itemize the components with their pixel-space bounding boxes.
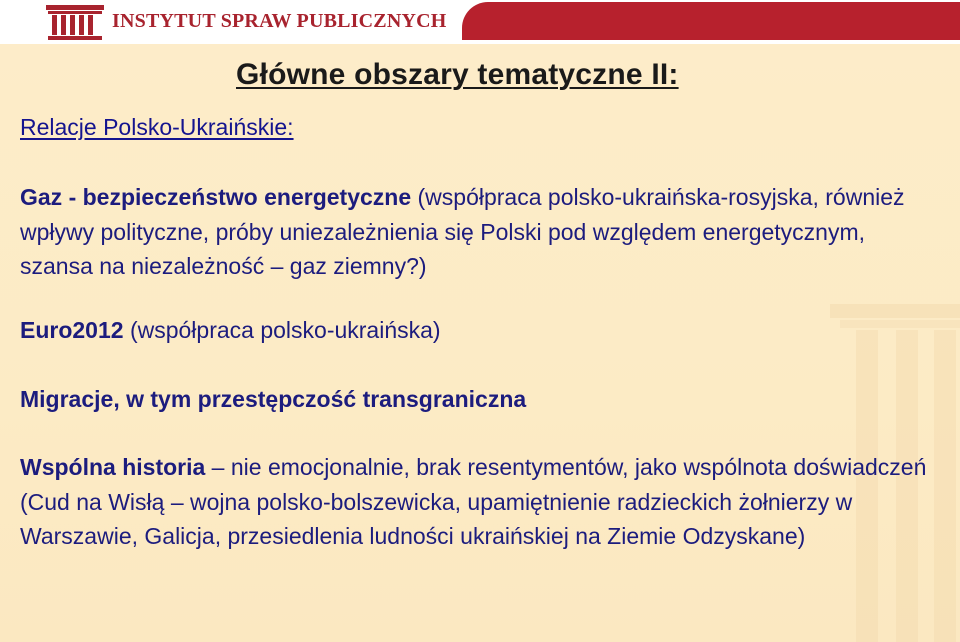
paragraph-euro (20, 313, 930, 348)
paragraph-gas-text: (współpraca polsko-ukraińska-rosyjska, również wpływy polityczne, próby uniezależnienia się Polski pod względem energetycznym, szansa na niezależność – gaz ziemny?) (20, 184, 905, 279)
header-bar (0, 0, 960, 44)
columned-building-icon (44, 3, 106, 41)
header-accent-tab (462, 2, 960, 40)
brand-name: INSTYTUT SPRAW PUBLICZNYCH (112, 10, 447, 32)
paragraph-history-text: – nie emocjonalnie, brak resentymentów, jako wspólnota doświadczeń (Cud na Wisłą – wojna polsko-bolszewicka, upamiętnienie radzieckich żołnierzy w Warszawie, Galicja, przesiedlenia ludności ukraińskiej na Ziemie Odzyskane) (20, 454, 927, 549)
paragraph-gas-heading: Gaz - bezpieczeństwo energetyczne (20, 184, 412, 210)
paragraph-euro-heading: Euro2012 (20, 317, 124, 343)
paragraph-migration-heading: Migracje, w tym przestępczość transgraniczna (20, 386, 527, 412)
paragraph-euro-text: (współpraca polsko-ukraińska) (123, 317, 441, 343)
paragraph-history (20, 450, 930, 554)
slide-title: Główne obszary tematyczne II: (236, 58, 679, 91)
slide-subtitle: Relacje Polsko-Ukraińskie: (20, 114, 294, 140)
paragraph-migration (20, 382, 930, 417)
paragraph-history-heading: Wspólna historia (20, 454, 206, 480)
paragraph-gas (20, 180, 930, 284)
